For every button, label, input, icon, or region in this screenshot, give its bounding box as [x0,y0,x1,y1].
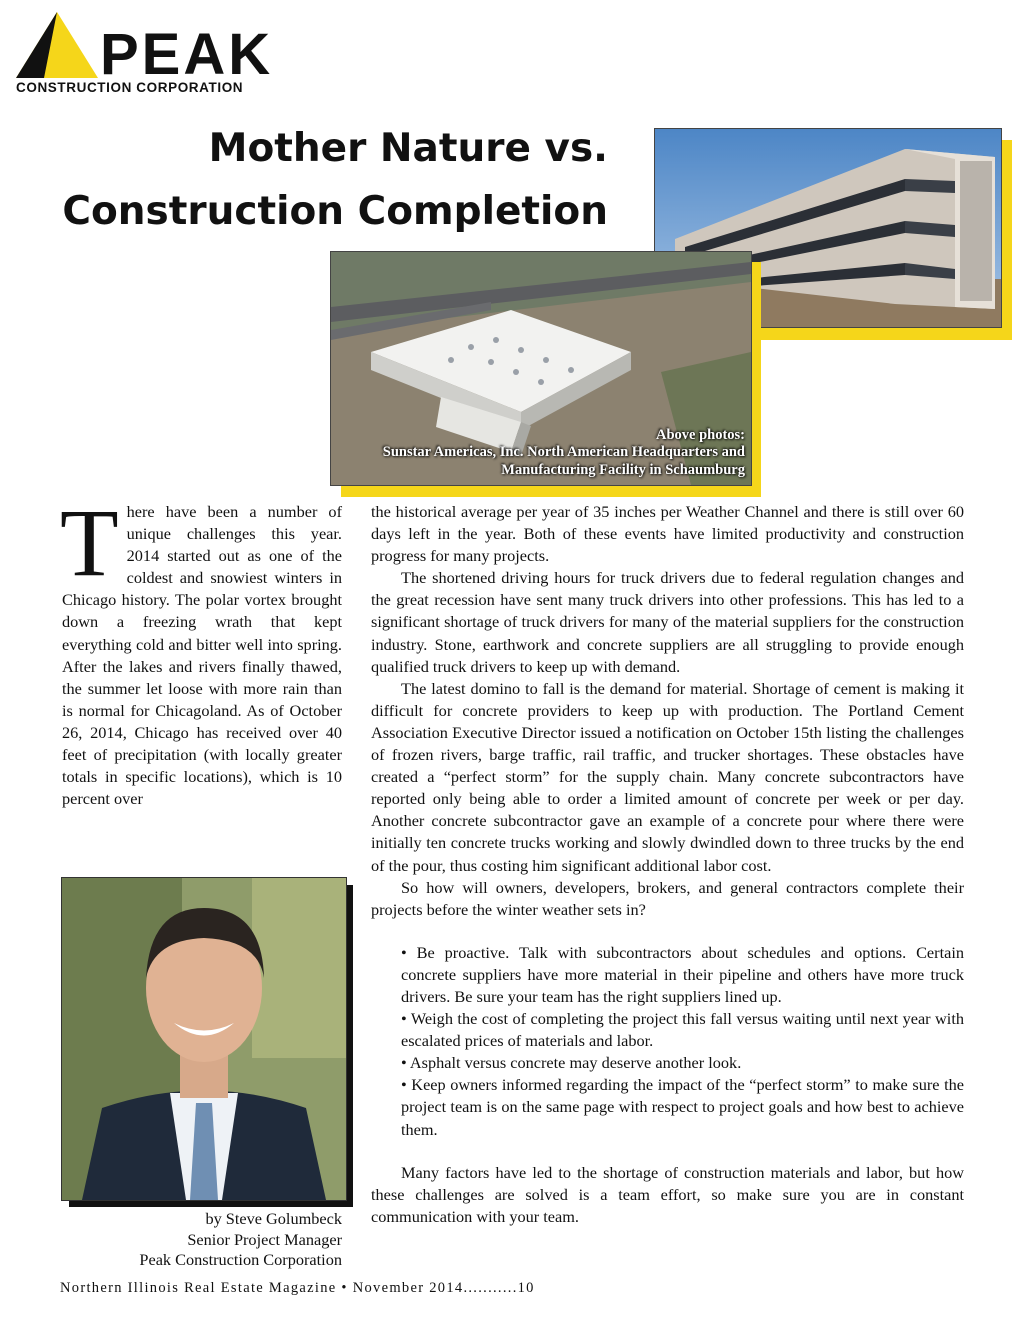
headline-line-1: Mother Nature vs. [208,126,608,171]
bullet-item: • Be proactive. Talk with subcontractors about schedules and options. Certain concrete suppliers have more material in their pipeline and others have more truck drivers. Be sure your team has the right suppliers lined up. [401,942,964,1006]
logo-subtitle: CONSTRUCTION CORPORATION [16,80,244,95]
bullet-list [371,942,964,1141]
author-portrait [61,877,347,1201]
caption-line: Sunstar Americas, Inc. North American Headquarters and [382,444,745,460]
drop-cap: T [60,489,119,596]
article-column-left [60,489,342,810]
caption-line: Above photos: [655,426,745,443]
mountain-peak-icon [16,12,98,78]
author-byline [139,1209,342,1271]
byline-author: by Steve Golumbeck [205,1209,342,1228]
photo-caption [383,427,745,480]
article-paragraph: The shortened driving hours for truck drivers due to federal regulation changes and the great recession have sent many truck drivers into other professions. This has led to a significant shortage of truck drivers for many of the material suppliers for the construction industry. Stone, earthwork and concrete suppliers are all struggling to provide enough qualified truck drivers to keep up with demand. [371,568,964,676]
byline-company: Peak Construction Corporation [139,1250,342,1269]
bullet-item: • Weigh the cost of completing the project this fall versus waiting until next year with escalated prices of materials and labor. [401,1009,964,1051]
article-paragraph: The latest domino to fall is the demand for material. Shortage of cement is making it difficult for concrete providers to keep up with production. The Portland Cement Association Executive Director issued a notification on October 15th listing the challenges of frozen rivers, barge traffic, rail traffic, and trucker shortages. These obstacles have created a “perfect storm” for the supply chain. Many concrete subcontractors have reported only being able to order a limited amount of concrete per week or per day. Another concrete subcontractor gave an example of a concrete pour where there were initially ten concrete trucks working and slowly dwindled down to three trucks by the end of the pour, thus costing him significant additional labor cost. [371,678,964,875]
headline-line-2: Construction Completion [62,189,608,234]
bullet-item: • Asphalt versus concrete may deserve another look. [401,1053,742,1073]
company-logo [16,12,274,98]
caption-line: Manufacturing Facility in Schaumburg [501,461,745,478]
article-paragraph: the historical average per year of 35 inches per Weather Channel and there is still over 60 days left in the year. Both of these events have limited productivity and construction progress for many projects. [371,502,964,566]
article-intro-text: here have been a number of unique challenges this year. 2014 started out as one of the coldest and snowiest winters in Chicago history. The polar vortex brought down a freezing wrath that kept everything cold and bitter well into spring. After the lakes and rivers finally thawed, the summer let loose with more rain than is normal for Chicagoland. As of October 26, 2014, Chicago has received over 40 feet of precipitation (with locally greater totals in specific locations), which is 10 percent over [62,502,342,809]
aerial-photo [330,251,752,486]
page-footer: Northern Illinois Real Estate Magazine • November 2014...........10 [60,1280,535,1296]
bullet-item: • Keep owners informed regarding the impact of the “perfect storm” to make sure the project team is on the same page with respect to project goals and how best to achieve them. [401,1075,964,1139]
logo-wordmark: PEAK [100,22,274,87]
byline-title: Senior Project Manager [187,1229,342,1249]
article-paragraph: So how will owners, developers, brokers, and general contractors complete their projects before the winter weather sets in? [371,877,964,919]
article-column-right [371,501,964,1228]
article-closing: Many factors have led to the shortage of construction materials and labor, but how these challenges are solved is a team effort, so make sure you are in constant communication with your team. [371,1162,964,1226]
